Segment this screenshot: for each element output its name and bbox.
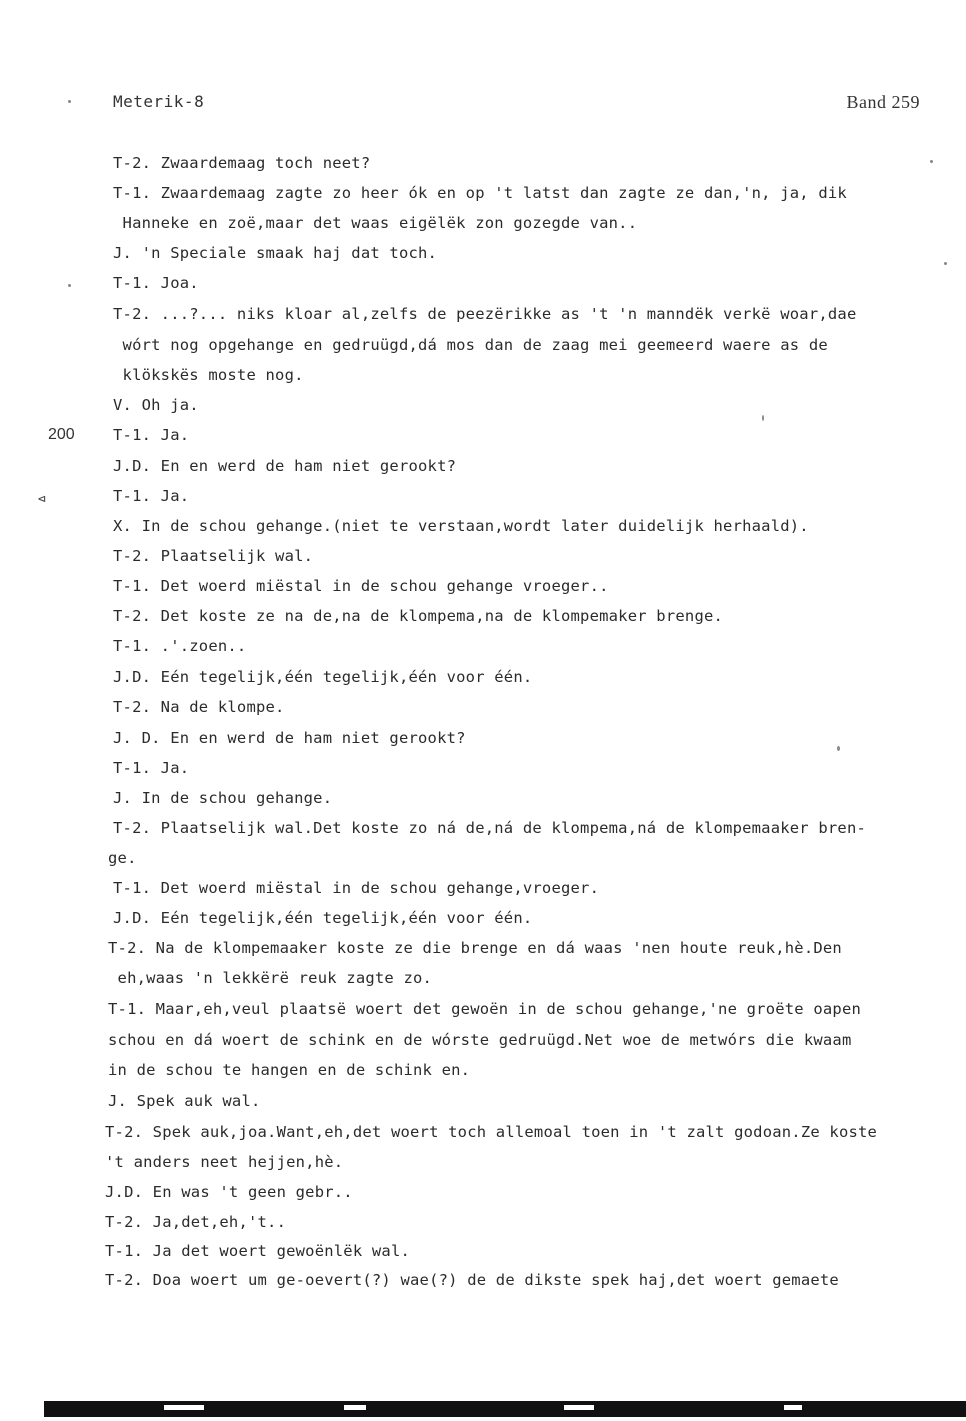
transcript-line: in de schou te hangen en de schink en. xyxy=(108,1061,471,1079)
transcript-line: T-2. Na de klompemaaker koste ze die brenge en dá waas 'nen houte reuk,hè.Den xyxy=(108,939,842,957)
scan-speck xyxy=(68,100,71,103)
transcript-line: Hanneke en zoë,maar det waas eigëlëk zon gozegde van.. xyxy=(113,214,638,232)
transcript-line: T-1. Zwaardemaag zagte zo heer ók en op 't latst dan zagte ze dan,'n, ja, dik xyxy=(113,184,847,202)
transcript-line: J. D. En en werd de ham niet gerookt? xyxy=(113,729,466,747)
transcript-line: J.D. Eén tegelijk,één tegelijk,één voor één. xyxy=(113,909,533,927)
scan-edge-bar xyxy=(44,1401,966,1417)
margin-mark-icon: ⊲ xyxy=(38,492,46,507)
transcript-line: J.D. En was 't geen gebr.. xyxy=(105,1183,353,1201)
scan-speck xyxy=(944,262,947,265)
header-right: Band 259 xyxy=(846,92,920,112)
transcript-line: J.D. Eén tegelijk,één tegelijk,één voor één. xyxy=(113,668,533,686)
transcript-line: V. Oh ja. xyxy=(113,396,199,414)
margin-line-number: 200 xyxy=(48,426,75,443)
transcript-line: J. Spek auk wal. xyxy=(108,1092,261,1110)
transcript-line: J. 'n Speciale smaak haj dat toch. xyxy=(113,244,438,262)
scan-speck xyxy=(68,284,71,287)
transcript-line: T-2. Doa woert um ge-oevert(?) wae(?) de de dikste spek haj,det woert gemaete xyxy=(105,1271,839,1289)
header-left: Meterik-8 xyxy=(113,92,205,111)
transcript-line: schou en dá woert de schink en de wórste gedruügd.Net woe de metwórs die kwaam xyxy=(108,1031,852,1049)
transcript-line: T-2. Det koste ze na de,na de klompema,na de klompemaker brenge. xyxy=(113,607,724,625)
transcript-line: T-1. Ja. xyxy=(113,759,190,777)
transcript-line: T-1. Det woerd miëstal in de schou gehange vroeger.. xyxy=(113,577,609,595)
transcript-line: T-2. Zwaardemaag toch neet? xyxy=(113,154,371,172)
transcript-line: T-1. Ja det woert gewoënlëk wal. xyxy=(105,1242,411,1260)
transcript-line: klökskës moste nog. xyxy=(113,366,304,384)
transcript-line: T-2. Na de klompe. xyxy=(113,698,285,716)
transcript-line: wórt nog opgehange en gedruügd,dá mos dan de zaag mei geemeerd waere as de xyxy=(113,336,828,354)
transcript-line: T-2. ...?... niks kloar al,zelfs de peezërikke as 't 'n manndëk verkë woar,dae xyxy=(113,305,857,323)
transcript-line: T-2. Spek auk,joa.Want,eh,det woert toch allemoal toen in 't zalt godoan.Ze koste xyxy=(105,1123,878,1141)
transcript-line: T-2. Plaatselijk wal.Det koste zo ná de,ná de klompema,ná de klompemaaker bren- xyxy=(113,819,867,837)
transcript-line: T-1. Maar,eh,veul plaatsë woert det gewoën in de schou gehange,'ne groëte oapen xyxy=(108,1000,862,1018)
transcript-line: J.D. En en werd de ham niet gerookt? xyxy=(113,457,457,475)
transcript-line: T-1. Ja. xyxy=(113,487,190,505)
transcript-line: T-1. Det woerd miëstal in de schou gehange,vroeger. xyxy=(113,879,600,897)
transcript-line: T-1. .'.zoen.. xyxy=(113,637,247,655)
transcript-line: ge. xyxy=(108,849,137,867)
transcript-line: J. In de schou gehange. xyxy=(113,789,333,807)
transcript-line: T-2. Ja,det,eh,'t.. xyxy=(105,1213,287,1231)
transcript-line: 't anders neet hejjen,hè. xyxy=(105,1153,344,1171)
scan-speck xyxy=(762,415,764,421)
transcript-line: T-1. Ja. xyxy=(113,426,190,444)
transcript-line: T-2. Plaatselijk wal. xyxy=(113,547,314,565)
scan-speck xyxy=(837,746,840,751)
transcript-line: T-1. Joa. xyxy=(113,274,199,292)
scan-speck xyxy=(930,160,933,163)
transcript-line: eh,waas 'n lekkërë reuk zagte zo. xyxy=(108,969,433,987)
transcript-line: X. In de schou gehange.(niet te verstaan,wordt later duidelijk herhaald). xyxy=(113,517,809,535)
